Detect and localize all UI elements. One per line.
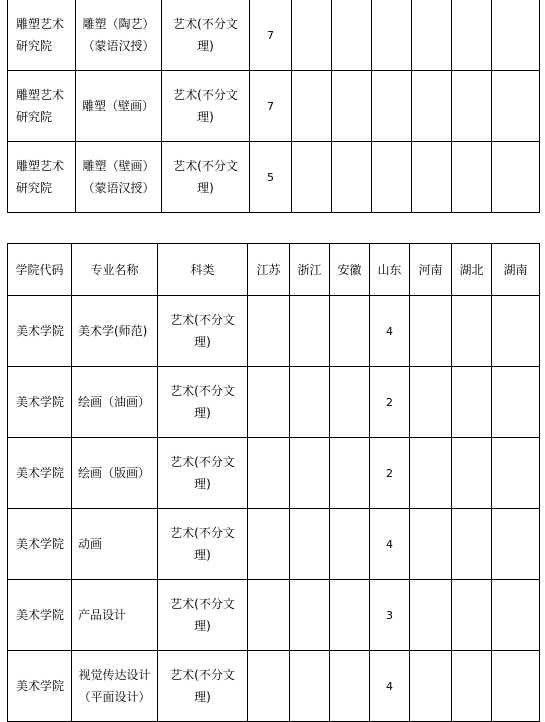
empty-cell (330, 509, 370, 580)
header-category: 科类 (158, 244, 248, 296)
empty-cell (492, 580, 540, 651)
empty-cell (330, 438, 370, 509)
shandong-cell: 2 (370, 438, 410, 509)
category-cell: 艺术(不分文理) (162, 71, 250, 142)
category-cell: 艺术(不分文理) (158, 296, 248, 367)
empty-cell (452, 580, 492, 651)
college-cell: 雕塑艺术研究院 (8, 71, 76, 142)
major-cell: 绘画（油画） (72, 367, 158, 438)
category-cell: 艺术(不分文理) (158, 438, 248, 509)
empty-cell (452, 296, 492, 367)
empty-cell (410, 296, 452, 367)
empty-cell (452, 71, 492, 142)
empty-cell (452, 509, 492, 580)
empty-cell (452, 438, 492, 509)
table-row (8, 509, 540, 580)
empty-cell (372, 142, 412, 213)
category-cell: 艺术(不分文理) (158, 367, 248, 438)
empty-cell (292, 142, 332, 213)
college-cell: 雕塑艺术研究院 (8, 142, 76, 213)
table-row (8, 71, 540, 142)
empty-cell (248, 509, 290, 580)
college-cell: 雕塑艺术研究院 (8, 0, 76, 71)
empty-cell (248, 367, 290, 438)
header-hunan: 湖南 (492, 244, 540, 296)
empty-cell (330, 580, 370, 651)
major-cell: 雕塑（壁画） (76, 71, 162, 142)
header-college-code: 学院代码 (8, 244, 72, 296)
college-cell: 美术学院 (8, 509, 72, 580)
empty-cell (452, 0, 492, 71)
value-cell: 5 (250, 142, 292, 213)
college-cell: 美术学院 (8, 438, 72, 509)
empty-cell (292, 0, 332, 71)
empty-cell (330, 367, 370, 438)
shandong-cell: 4 (370, 509, 410, 580)
major-cell: 动画 (72, 509, 158, 580)
shandong-cell: 4 (370, 651, 410, 722)
value-cell: 7 (250, 71, 292, 142)
empty-cell (412, 0, 452, 71)
category-cell: 艺术(不分文理) (158, 651, 248, 722)
table-row (8, 296, 540, 367)
major-cell: 雕塑（壁画）（蒙语汉授） (76, 142, 162, 213)
table-row (8, 142, 540, 213)
empty-cell (290, 580, 330, 651)
empty-cell (492, 367, 540, 438)
empty-cell (410, 367, 452, 438)
empty-cell (492, 0, 540, 71)
empty-cell (412, 142, 452, 213)
header-hubei: 湖北 (452, 244, 492, 296)
shandong-cell: 3 (370, 580, 410, 651)
header-zhejiang: 浙江 (290, 244, 330, 296)
table-row (8, 438, 540, 509)
empty-cell (290, 651, 330, 722)
empty-cell (452, 142, 492, 213)
shandong-cell: 2 (370, 367, 410, 438)
empty-cell (372, 71, 412, 142)
college-cell: 美术学院 (8, 651, 72, 722)
empty-cell (248, 580, 290, 651)
header-henan: 河南 (410, 244, 452, 296)
empty-cell (372, 0, 412, 71)
header-major-name: 专业名称 (72, 244, 158, 296)
empty-cell (290, 296, 330, 367)
empty-cell (290, 367, 330, 438)
empty-cell (492, 509, 540, 580)
bottom-table (7, 243, 540, 722)
college-cell: 美术学院 (8, 296, 72, 367)
empty-cell (410, 651, 452, 722)
major-cell: 视觉传达设计（平面设计） (72, 651, 158, 722)
empty-cell (248, 438, 290, 509)
empty-cell (412, 71, 452, 142)
empty-cell (492, 438, 540, 509)
empty-cell (492, 142, 540, 213)
empty-cell (452, 367, 492, 438)
college-cell: 美术学院 (8, 580, 72, 651)
empty-cell (330, 651, 370, 722)
category-cell: 艺术(不分文理) (162, 0, 250, 71)
empty-cell (452, 651, 492, 722)
major-cell: 雕塑（陶艺）（蒙语汉授） (76, 0, 162, 71)
table-header-row (8, 244, 540, 296)
empty-cell (290, 509, 330, 580)
header-anhui: 安徽 (330, 244, 370, 296)
shandong-cell: 4 (370, 296, 410, 367)
value-cell: 7 (250, 0, 292, 71)
major-cell: 绘画（版画） (72, 438, 158, 509)
empty-cell (410, 580, 452, 651)
empty-cell (292, 71, 332, 142)
empty-cell (410, 438, 452, 509)
category-cell: 艺术(不分文理) (158, 580, 248, 651)
header-jiangsu: 江苏 (248, 244, 290, 296)
empty-cell (492, 296, 540, 367)
category-cell: 艺术(不分文理) (158, 509, 248, 580)
empty-cell (248, 651, 290, 722)
empty-cell (332, 142, 372, 213)
empty-cell (410, 509, 452, 580)
empty-cell (332, 0, 372, 71)
empty-cell (248, 296, 290, 367)
table-row (8, 580, 540, 651)
major-cell: 产品设计 (72, 580, 158, 651)
table-row (8, 0, 540, 71)
empty-cell (492, 71, 540, 142)
top-table (7, 0, 540, 213)
empty-cell (492, 651, 540, 722)
empty-cell (290, 438, 330, 509)
empty-cell (332, 71, 372, 142)
category-cell: 艺术(不分文理) (162, 142, 250, 213)
empty-cell (330, 296, 370, 367)
college-cell: 美术学院 (8, 367, 72, 438)
major-cell: 美术学(师范) (72, 296, 158, 367)
header-shandong: 山东 (370, 244, 410, 296)
table-row (8, 651, 540, 722)
table-row (8, 367, 540, 438)
